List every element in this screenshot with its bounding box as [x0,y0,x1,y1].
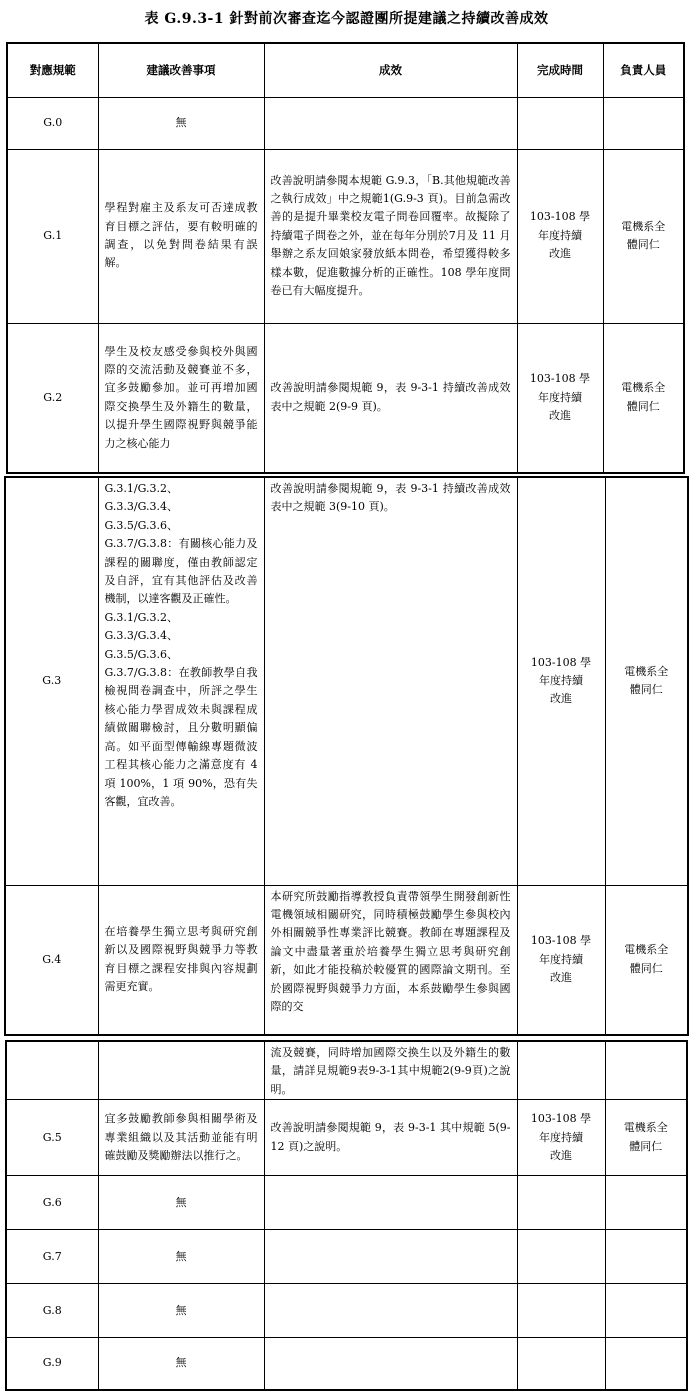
row-result [264,1230,517,1284]
table-title: 表 G.9.3-1 針對前次審查迄今認證團所提建議之持續改善成效 [144,11,549,27]
row-suggestion: 無 [98,97,264,149]
row-spec: G.5 [6,1100,98,1176]
row-spec: G.1 [7,149,98,323]
table-row [6,1176,687,1230]
row-result-continued: 流及競賽，同時增加國際交換生以及外籍生的數量，請詳見規範9表9-3-1其中規範2(9-9頁)之說明。 [264,1041,517,1100]
row-person: 電機系全 體同仁 [603,149,684,323]
row-suggestion: 學程對雇主及系友可否達成教育目標之評估，要有較明確的調查，以免對問卷結果有誤解。 [98,149,264,323]
row-person: 電機系全 體同仁 [603,323,684,473]
row-suggestion: 無 [98,1338,264,1390]
table-row [6,1100,687,1176]
row-time [517,97,603,149]
row-person [605,1176,687,1230]
row-spec: G.0 [7,97,98,149]
header-suggestion: 建議改善事項 [98,43,264,97]
row-result: 改善說明請參閱規範 9，表 9-3-1 其中規範 5(9-12 頁)之說明。 [264,1100,517,1176]
row-suggestion: 無 [98,1284,264,1338]
header-person: 負責人員 [603,43,684,97]
header-time: 完成時間 [517,43,603,97]
row-spec: G.6 [6,1176,98,1230]
row-time: 103-108 學 年度持續 改進 [517,477,605,885]
table-row [7,97,684,149]
row-time: 103-108 學 年度持續 改進 [517,885,605,1035]
table-row [6,1284,687,1338]
row-spec: G.9 [6,1338,98,1390]
row-person [605,1230,687,1284]
row-person [605,1338,687,1390]
row-suggestion: G.3.1/G.3.2、 G.3.3/G.3.4、 G.3.5/G.3.6、 G.3.7/G.3.8：有關核心能力及課程的關聯度，僅由教師認定及自評，宜有其他評估及改善機制，以達客觀及正確性。 G.3.1/G.3.2、 G.3.3/G.3.4、 G.3.5/G.3.6、 G.3.7/G.3.8：在教師教學自我檢視問卷調查中，所評之學生核心能力學習成效未與課程成績做關聯檢討，且分數明顯偏高。如平面型傳輸線專題微波工程其核心能力之滿意度有 4 項 100%，1 項 90%，恐有失客觀，宜改善。 [98,477,264,885]
header-spec: 對應規範 [7,43,98,97]
table-row [7,149,684,323]
table-row [6,1230,687,1284]
row-result: 改善說明請參閱規範 9，表 9-3-1 持續改善成效表中之規範 3(9-10 頁)。 [264,477,517,885]
row-result: 本研究所鼓勵指導教授負責帶領學生開發創新性電機領域相關研究，同時積極鼓勵學生參與校內外相關競爭性專業評比競賽。教師在專題課程及論文中盡量著重於培養學生獨立思考與研究創新，如此才能投稿於較優質的國際論文期刊。至於國際視野與競爭力方面，本系鼓勵學生參與國際的交 [264,885,517,1035]
row-result [264,1176,517,1230]
table-row-continued [6,1041,687,1100]
row-suggestion: 在培養學生獨立思考與研究創新以及國際視野與競爭力等教育目標之課程安排與內容規劃需更充實。 [98,885,264,1035]
row-suggestion: 無 [98,1176,264,1230]
header-result: 成效 [264,43,517,97]
table-row [5,885,688,1035]
row-suggestion: 學生及校友感受參與校外與國際的交流活動及競賽並不多，宜多鼓勵參加。並可再增加國際交換學生及外籍生的數量，以提升學生國際視野與競爭能力之核心能力 [98,323,264,473]
row-time [517,1338,605,1390]
row-result [264,1284,517,1338]
table-row [6,1338,687,1390]
row-result: 改善說明請參閱規範 9，表 9-3-1 持續改善成效表中之規範 2(9-9 頁)。 [264,323,517,473]
row-person [603,97,684,149]
row-time: 103-108 學 年度持續 改進 [517,1100,605,1176]
row-time: 103-108 學 年度持續 改進 [517,323,603,473]
row-spec: G.2 [7,323,98,473]
row-result [264,1338,517,1390]
row-person: 電機系全 體同仁 [605,1100,687,1176]
row-result [264,97,517,149]
row-suggestion [98,1041,264,1100]
row-time [517,1230,605,1284]
row-result: 改善說明請參閱本規範 G.9.3，「B.其他規範改善之執行成效」中之規範1(G.9-3 頁)。目前急需改善的是提升畢業校友電子問卷回覆率。故擬除了持續電子問卷之外，並在每年分別於7月及 11 月舉辦之系友回娘家發放紙本問卷，希望獲得較多樣本數，促進數據分析的正確性。108 學年度問卷已有大幅度提升。 [264,149,517,323]
row-spec [6,1041,98,1100]
row-time [517,1041,605,1100]
table-row [5,477,688,885]
improvement-table-part-2 [4,476,689,1036]
row-suggestion: 宜多鼓勵教師參與相關學術及專業組織以及其活動並能有明確鼓勵及獎勵辦法以推行之。 [98,1100,264,1176]
header-row [7,43,684,97]
row-time [517,1176,605,1230]
row-person [605,1284,687,1338]
improvement-table-part-1 [6,42,685,474]
improvement-table-part-3 [5,1040,688,1391]
row-spec: G.4 [5,885,98,1035]
row-spec: G.8 [6,1284,98,1338]
row-time: 103-108 學 年度持續 改進 [517,149,603,323]
row-spec: G.7 [6,1230,98,1284]
row-person: 電機系全 體同仁 [605,477,688,885]
row-time [517,1284,605,1338]
row-person: 電機系全 體同仁 [605,885,688,1035]
row-person [605,1041,687,1100]
table-row [7,323,684,473]
row-spec: G.3 [5,477,98,885]
row-suggestion: 無 [98,1230,264,1284]
